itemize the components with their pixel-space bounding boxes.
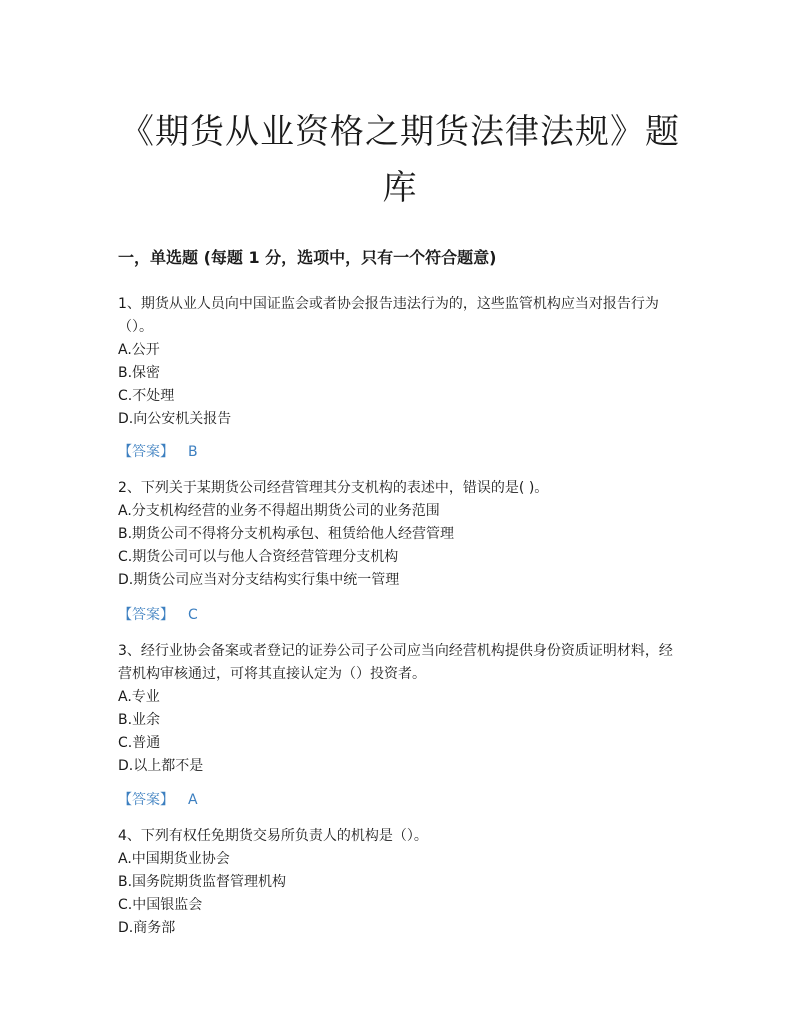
- option-c: C.普通: [118, 735, 161, 751]
- question-4: [118, 825, 678, 940]
- option-a: A.公开: [118, 342, 160, 358]
- option-c: C.期货公司可以与他人合资经营管理分支机构: [118, 549, 399, 565]
- option-c: C.不处理: [118, 388, 175, 404]
- question-2: [118, 477, 678, 592]
- option-a: A.中国期货业协会: [118, 851, 230, 867]
- option-b: B.国务院期货监督管理机构: [118, 874, 287, 890]
- answer-label: 【答案】: [118, 444, 174, 460]
- question-1: [118, 293, 678, 431]
- option-b: B.业余: [118, 712, 161, 728]
- option-b: B.期货公司不得将分支机构承包、租赁给他人经营管理: [118, 526, 455, 542]
- answer-value: C: [188, 607, 198, 623]
- answer-3: [118, 789, 198, 811]
- option-d: D.向公安机关报告: [118, 411, 232, 427]
- answer-1: [118, 441, 198, 463]
- section-title: 一，单选题 (每题 1 分，选项中，只有一个符合题意): [118, 248, 497, 267]
- option-d: D.以上都不是: [118, 758, 204, 774]
- option-a: A.分支机构经营的业务不得超出期货公司的业务范围: [118, 503, 440, 519]
- question-stem: 2、下列关于某期货公司经营管理其分支机构的表述中，错误的是( )。: [118, 480, 549, 496]
- answer-value: A: [188, 792, 198, 808]
- question-stem: 1、期货从业人员向中国证监会或者协会报告违法行为的，这些监管机构应当对报告行为（）。: [118, 296, 659, 335]
- option-a: A.专业: [118, 689, 160, 705]
- option-b: B.保密: [118, 365, 161, 381]
- option-c: C.中国银监会: [118, 897, 203, 913]
- answer-label: 【答案】: [118, 607, 174, 623]
- answer-value: B: [188, 444, 198, 460]
- option-d: D.商务部: [118, 920, 176, 936]
- option-d: D.期货公司应当对分支结构实行集中统一管理: [118, 572, 400, 588]
- question-stem: 3、经行业协会备案或者登记的证券公司子公司应当向经营机构提供身份资质证明材料，经营机构审核通过，可将其直接认定为（）投资者。: [118, 643, 673, 682]
- question-stem: 4、下列有权任免期货交易所负责人的机构是（）。: [118, 828, 428, 844]
- question-3: [118, 640, 678, 778]
- answer-label: 【答案】: [118, 792, 174, 808]
- document-title: 《期货从业资格之期货法律法规》题库: [120, 112, 680, 208]
- answer-2: [118, 604, 198, 626]
